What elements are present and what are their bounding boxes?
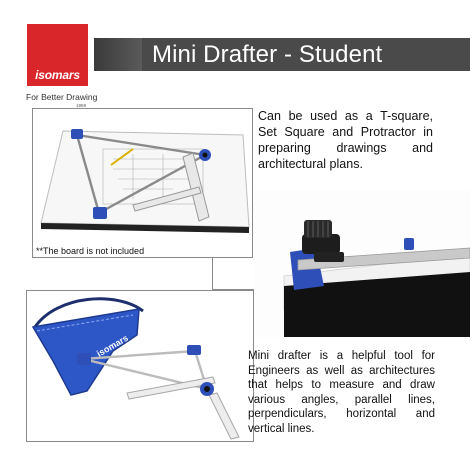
title-bar-accent <box>94 38 142 71</box>
page-title: Mini Drafter - Student <box>152 41 383 68</box>
brand-tagline: For Better Drawing <box>26 92 98 102</box>
board-photo-frame <box>32 108 253 258</box>
brand-year: 1959 <box>76 103 87 108</box>
divider-vertical <box>212 258 213 290</box>
section2-description: Mini drafter is a helpful tool for Engineers as well as architectures that helps to measure and draw various angles, parallel lines, perpendiculars, horizontal and vertical lines. <box>248 350 435 435</box>
board-note: **The board is not included <box>36 246 145 256</box>
clamp-closeup-photo <box>254 190 470 337</box>
drafter-on-board-illustration <box>33 109 252 257</box>
section1-description: Can be used as a T-square, Set Square and Protractor in preparing drawings and architectural plans. <box>258 109 433 171</box>
brand-logo-text: isomars <box>35 68 80 82</box>
pouch-logo: isomars <box>95 332 130 359</box>
drafter-with-pouch-illustration <box>27 291 253 441</box>
pouch-photo-frame <box>26 290 254 442</box>
